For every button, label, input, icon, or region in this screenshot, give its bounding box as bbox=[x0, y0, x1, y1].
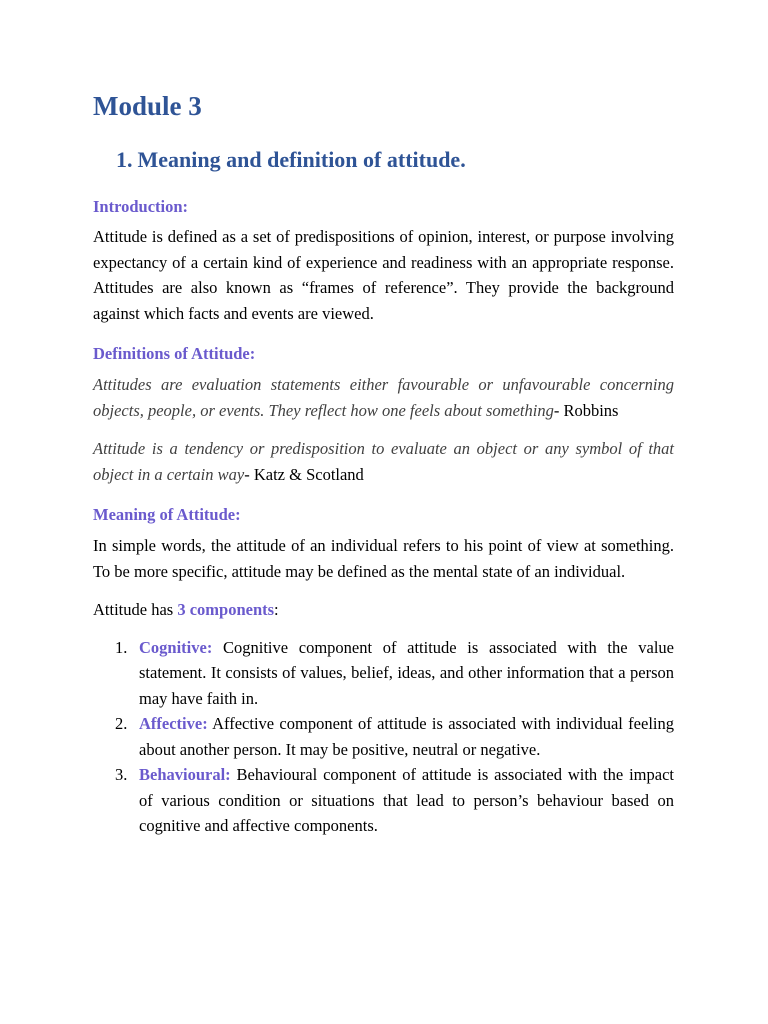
list-item-number: 3. bbox=[115, 765, 128, 784]
section-title bbox=[93, 145, 674, 175]
list-item bbox=[93, 711, 674, 762]
definition-robbins bbox=[93, 372, 674, 423]
components-intro-suffix: : bbox=[274, 600, 279, 619]
definition-quote: Attitudes are evaluation statements either favourable or unfavourable concerning objects, people, or events. They reflect how one feels about something bbox=[93, 375, 674, 420]
components-intro-prefix: Attitude has bbox=[93, 600, 178, 619]
component-text: Affective component of attitude is associated with individual feeling about another person. It may be positive, neutral or negative. bbox=[139, 714, 674, 759]
components-list bbox=[93, 635, 674, 839]
list-item-body bbox=[139, 762, 674, 839]
list-item-number: 2. bbox=[115, 714, 128, 733]
definition-katz-scotland bbox=[93, 436, 674, 487]
meaning-text: In simple words, the attitude of an individual refers to his point of view at something. To be more specific, attitude may be defined as the mental state of an individual. bbox=[93, 536, 674, 581]
components-count: 3 components bbox=[177, 600, 275, 619]
section-title-text: Meaning and definition of attitude. bbox=[137, 147, 466, 172]
introduction-text: Attitude is defined as a set of predispositions of opinion, interest, or purpose involving expectancy of a certain kind of experience and readiness with an appropriate response. Attitudes are also known as “frames of reference”. They provide the background against which facts and events are viewed. bbox=[93, 227, 674, 323]
list-item-body bbox=[139, 635, 674, 712]
definition-author: - Robbins bbox=[553, 400, 619, 420]
component-text: Behavioural component of attitude is associated with the impact of various condition or situations that lead to person’s behaviour based on cognitive and affective components. bbox=[139, 765, 674, 835]
component-term: Cognitive: bbox=[139, 637, 213, 657]
definition-quote: Attitude is a tendency or predisposition to evaluate an object or any symbol of that object in a certain way bbox=[93, 439, 674, 484]
definitions-heading: Definitions of Attitude: bbox=[93, 344, 256, 363]
list-item bbox=[93, 762, 674, 839]
components-intro bbox=[93, 597, 674, 623]
introduction-heading: Introduction: bbox=[93, 197, 189, 216]
component-text: Cognitive component of attitude is associated with the value statement. It consists of values, belief, ideas, and other information that a person may have faith in. bbox=[139, 637, 674, 708]
list-item-number: 1. bbox=[115, 637, 128, 657]
definition-author: - Katz & Scotland bbox=[244, 464, 364, 484]
section-number: 1. bbox=[116, 147, 133, 172]
component-term: Affective: bbox=[139, 714, 208, 733]
meaning-heading: Meaning of Attitude: bbox=[93, 505, 241, 524]
list-item-body bbox=[139, 711, 674, 762]
module-title: Module 3 bbox=[93, 91, 202, 121]
component-term: Behavioural: bbox=[139, 765, 231, 784]
list-item bbox=[93, 635, 674, 712]
